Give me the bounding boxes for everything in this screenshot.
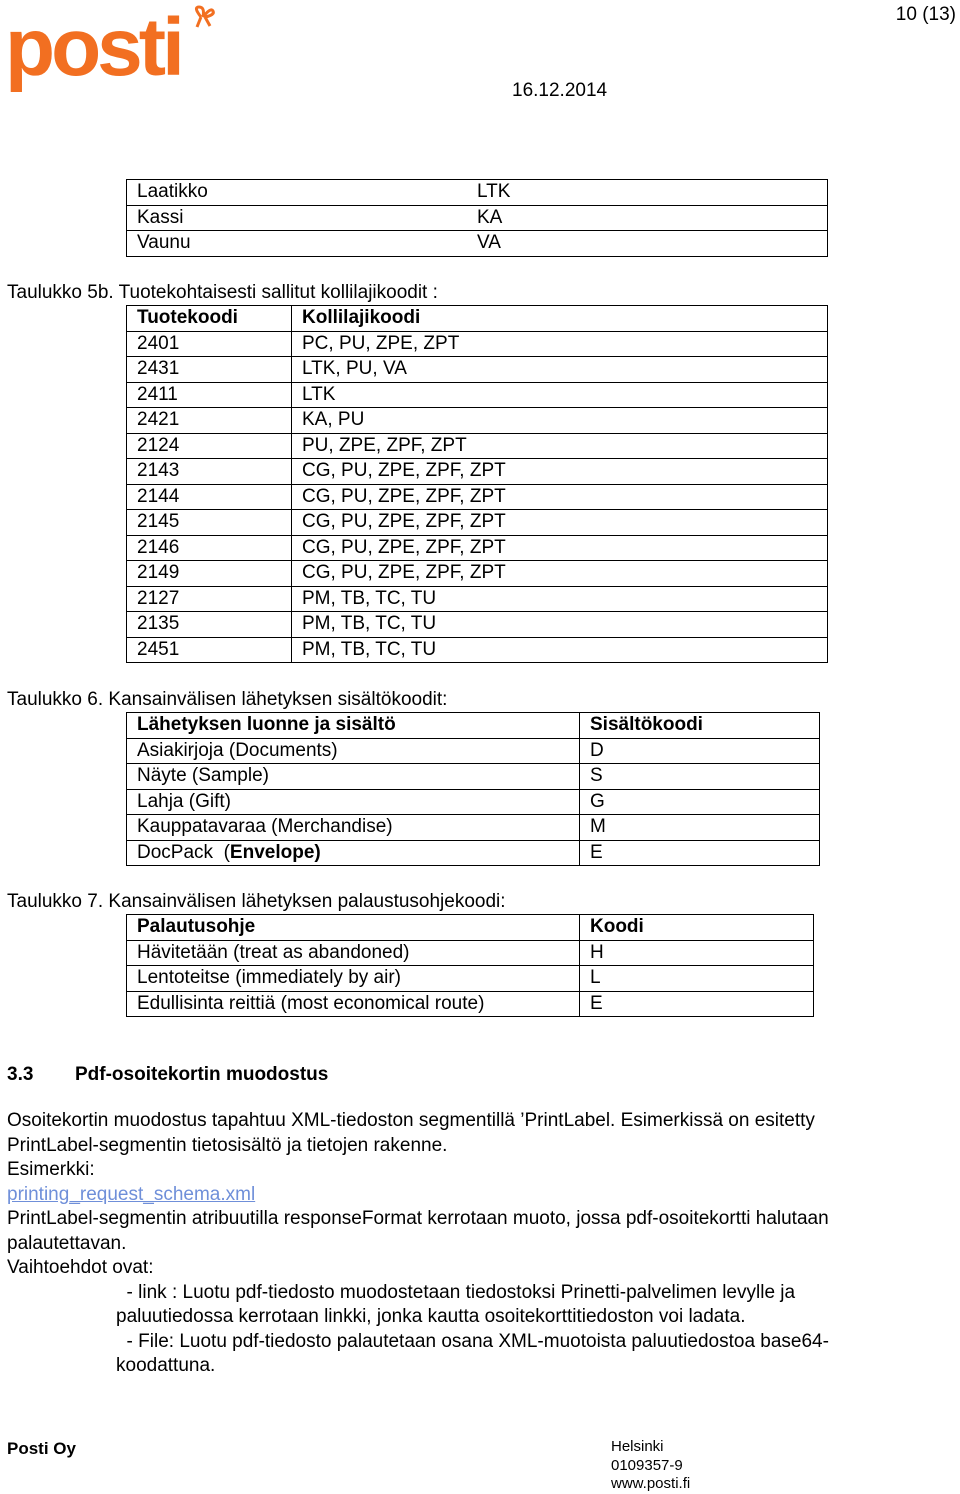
table-cell: LTK [292,382,828,408]
table-cell: Kauppatavaraa (Merchandise) [127,815,580,841]
paragraph-line: Esimerkki: [7,1159,95,1180]
table-row [127,510,828,536]
table-row [127,357,828,383]
section-number: 3.3 [7,1064,34,1085]
table-row [127,738,820,764]
table-row [127,966,814,992]
table-cell: 2145 [127,510,292,536]
table-cell: VA [467,231,828,257]
table-row [127,408,828,434]
page-number: 10 (13) [895,4,956,25]
table-header-cell: Tuotekoodi [127,306,292,332]
table-row [127,840,820,866]
table-row [127,382,828,408]
table-cell: 2146 [127,535,292,561]
table-row [127,459,828,485]
table-row [127,205,828,231]
table-cell: E [580,840,820,866]
table-header-cell: Koodi [580,915,814,941]
table-cell: CG, PU, ZPE, ZPF, ZPT [292,484,828,510]
schema-link[interactable]: printing_request_schema.xml [7,1184,256,1205]
paragraph-line: Vaihtoehdot ovat: [7,1257,154,1278]
table-cell: 2411 [127,382,292,408]
bullet-line: paluutiedossa kerrotaan linkki, jonka kautta osoitekorttitiedoston voi ladata. [116,1306,746,1327]
bullet-line: koodattuna. [116,1355,216,1376]
content-code-table [126,712,820,866]
svg-text:posti: posti [5,5,181,93]
table-cell: PC, PU, ZPE, ZPT [292,331,828,357]
table-row [127,940,814,966]
table-header-row [127,915,814,941]
table-cell: 2451 [127,637,292,663]
table-cell: KA, PU [292,408,828,434]
cell-text-bold: Envelope) [229,841,321,863]
table-cell: 2144 [127,484,292,510]
table-row [127,637,828,663]
table-cell: Laatikko [127,180,468,206]
table7-caption: Taulukko 7. Kansainvälisen lähetyksen palaustusohjekoodi: [7,891,506,912]
table-row [127,231,828,257]
table-header-cell: Kollilajikoodi [292,306,828,332]
table-cell: 2431 [127,357,292,383]
table-cell: 2127 [127,586,292,612]
table-cell: Hävitetään (treat as abandoned) [127,940,580,966]
table-cell: S [580,764,820,790]
table-cell: Näyte (Sample) [127,764,580,790]
table-cell: CG, PU, ZPE, ZPF, ZPT [292,459,828,485]
posti-logo [5,5,220,105]
table-cell: 2149 [127,561,292,587]
table-cell: 2401 [127,331,292,357]
table-cell: Asiakirjoja (Documents) [127,738,580,764]
table-row [127,331,828,357]
table-cell: CG, PU, ZPE, ZPF, ZPT [292,510,828,536]
table-cell: M [580,815,820,841]
bullet-line: - link : Luotu pdf-tiedosto muodostetaan tiedostoksi Prinetti-palvelimen levylle ja [116,1282,796,1303]
table-row [127,789,820,815]
table-cell: Edullisinta reittiä (most economical route) [127,991,580,1017]
document-date: 16.12.2014 [512,80,608,101]
section-title: Pdf-osoitekortin muodostus [75,1064,329,1085]
table-row [127,180,828,206]
table-cell: LTK [467,180,828,206]
table-cell: Lahja (Gift) [127,789,580,815]
paragraph-line: PrintLabel-segmentin tietosisältö ja tietojen rakenne. [7,1135,448,1156]
table-cell: 2135 [127,612,292,638]
return-code-table [126,914,814,1017]
paragraph-line: Osoitekortin muodostus tapahtuu XML-tiedoston segmentillä ’PrintLabel. Esimerkissä on esitetty [7,1110,815,1131]
table-cell [127,840,580,866]
table-cell: PU, ZPE, ZPF, ZPT [292,433,828,459]
table-row [127,764,820,790]
footer-business-id: 0109357-9 [611,1456,683,1474]
table-cell: D [580,738,820,764]
table-cell: LTK, PU, VA [292,357,828,383]
table-cell: PM, TB, TC, TU [292,637,828,663]
table-cell: E [580,991,814,1017]
table-cell: CG, PU, ZPE, ZPF, ZPT [292,535,828,561]
table-row [127,991,814,1017]
table-cell: KA [467,205,828,231]
footer-company: Posti Oy [7,1439,76,1458]
paragraph-line: palautettavan. [7,1233,127,1254]
table-row [127,586,828,612]
table-cell: CG, PU, ZPE, ZPF, ZPT [292,561,828,587]
table-cell: PM, TB, TC, TU [292,612,828,638]
table-header-cell: Lähetyksen luonne ja sisältö [127,713,580,739]
table-row [127,815,820,841]
product-package-table [126,305,828,663]
table-row [127,612,828,638]
table-cell: Vaunu [127,231,468,257]
cell-text: DocPack ( [137,841,230,863]
ribbon-icon [196,7,213,27]
table-header-cell: Palautusohje [127,915,580,941]
table-header-row [127,713,820,739]
table-cell: 2124 [127,433,292,459]
table-row [127,535,828,561]
table-cell: H [580,940,814,966]
footer-city: Helsinki [611,1438,664,1455]
table-cell: 2143 [127,459,292,485]
footer-website: www.posti.fi [611,1475,691,1492]
table-cell: Lentoteitse (immediately by air) [127,966,580,992]
table6-caption: Taulukko 6. Kansainvälisen lähetyksen sisältökoodit: [7,689,448,710]
paragraph-line: PrintLabel-segmentin atribuutilla responseFormat kerrotaan muoto, jossa pdf-osoitekortti halutaan [7,1208,829,1229]
table5b-caption: Taulukko 5b. Tuotekohtaisesti sallitut kollilajikoodit : [7,282,438,303]
table-cell: Kassi [127,205,468,231]
table-header-row [127,306,828,332]
table-row [127,484,828,510]
footer-contact [611,1438,690,1494]
package-code-table [126,179,828,257]
table-row [127,433,828,459]
table-cell: G [580,789,820,815]
table-row [127,561,828,587]
bullet-line: - File: Luotu pdf-tiedosto palautetaan osana XML-muotoista paluutiedostoa base64- [116,1331,829,1352]
table-cell: 2421 [127,408,292,434]
table-cell: L [580,966,814,992]
table-header-cell: Sisältökoodi [580,713,820,739]
table-cell: PM, TB, TC, TU [292,586,828,612]
